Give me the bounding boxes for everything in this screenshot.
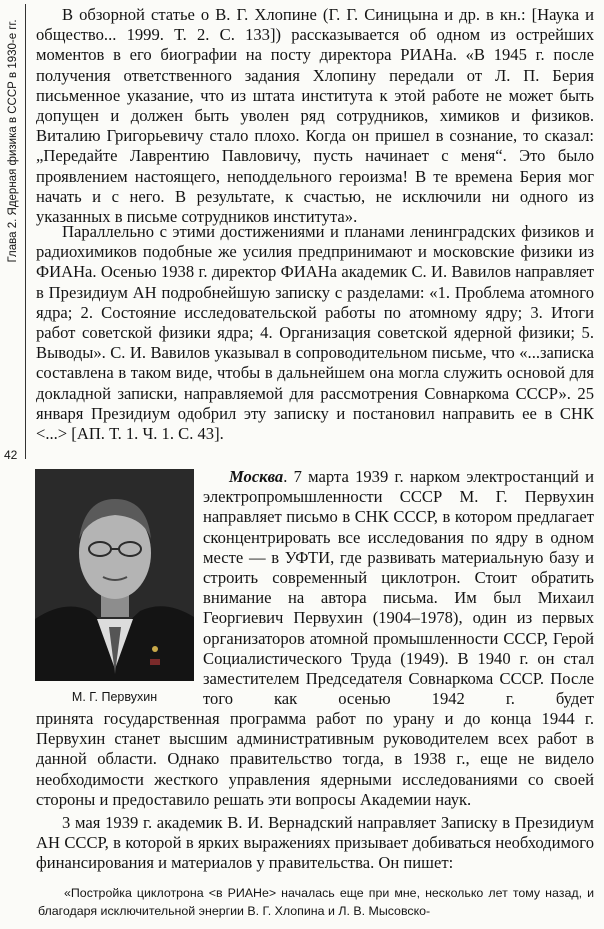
paragraph-pervukhin-continued: принята государственная программа работ по урану и до конца 1944 г. Первухин станет высшим административным руководителем всех работ в данной области. Однако правительство тогда, в 1938 г., еще не видело необходимости жесткого управления ядерными исследованиями со своей стороны и предоставило решать эти вопросы Академии наук.: [36, 709, 594, 809]
paragraph-pervukhin: [203, 467, 594, 730]
portrait-photo: [35, 469, 194, 681]
page-number: 42: [4, 448, 18, 462]
paragraph-khlopin: В обзорной статье о В. Г. Хлопине (Г. Г. Синицына и др. в кн.: [Наука и общество... 1999. Т. 2. С. 133]) рассказывается об одном из острейших моментов в его биографии на посту директора РИАНа. «В 1945 г. после получения ответственного задания Хлопину передали от Л. П. Берия письменное указание, что из штата института к этой работе не может быть допущен и должен быть уволен ряд сотрудников, химиков и физиков. Виталию Григорьевичу стало плохо. Когда он пришел в сознание, то сказал: „Передайте Лаврентию Павловичу, пусть начинает с меня“. Это было проявлением настоящего, неподдельного героизма! В те времена Берия мог начать и с него. В результате, к счастью, не исключили ни одного из указанных в письме сотрудников института».: [36, 5, 594, 227]
paragraph-vavilov: Параллельно с этими достижениями и планами ленинградских физиков и радиохимиков подобные же усилия предпринимают и московские физики из ФИАНа. Осенью 1938 г. директор ФИАНа академик С. И. Вавилов направляет в Президиум АН подробнейшую записку с разделами: «1. Проблема атомного ядра; 2. Состояние исследовательской работы по атомному ядру; 3. Итоги работ советской физики ядра; 4. Организация советской ядерной физики; 5. Выводы». С. И. Вавилов указывал в сопроводительном письме, что «...записка составлена в таком виде, чтобы в дальнейшем она могла служить основой для докладной записки, направляемой для рассмотрения Совнаркома СССР». 25 января Президиум одобрил эту записку и постановил направить ее в СНК <...> [АП. Т. 1. Ч. 1. С. 43].: [36, 222, 594, 444]
running-head: Глава 2. Ядерная физика в СССР в 1930-е гг.: [7, 19, 19, 263]
paragraph-vernadsky: 3 мая 1939 г. академик В. И. Вернадский направляет Записку в Президиум АН СССР, в которой в ярких выражениях призывает добиваться необходимого финансирования и материалов у правительства. Он пишет:: [36, 813, 594, 873]
margin-rail: [0, 0, 26, 929]
photo-caption: М. Г. Первухин: [71, 690, 158, 704]
paragraph-pervukhin-top: . 7 марта 1939 г. нарком электростанций и электропромышленности СССР М. Г. Первухин направляет письмо в СНК СССР, в котором предлагает сконцентрировать все исследования по ядру в одном месте — в УФТИ, где развивать материальную базу и строить современный циклотрон. Стоит обратить внимание на автора письма. Им был Михаил Георгиевич Первухин (1904–1978), один из первых организаторов атомной промышленности СССР, Герой Социалистического Труда (1949). В 1940 г. он стал заместителем Председателя Совнаркома СССР. После того как осенью 1942 г. будет: [203, 467, 594, 709]
paragraph-lead-word: Москва: [229, 467, 284, 486]
margin-rule: [25, 4, 26, 459]
quote-block: «Постройка циклотрона <в РИАНе> началась еще при мне, несколько лет тому назад, и благодаря исключительной энергии В. Г. Хлопина и Л. В. Мысовско-: [38, 886, 594, 918]
portrait-figure-icon: [35, 469, 194, 681]
